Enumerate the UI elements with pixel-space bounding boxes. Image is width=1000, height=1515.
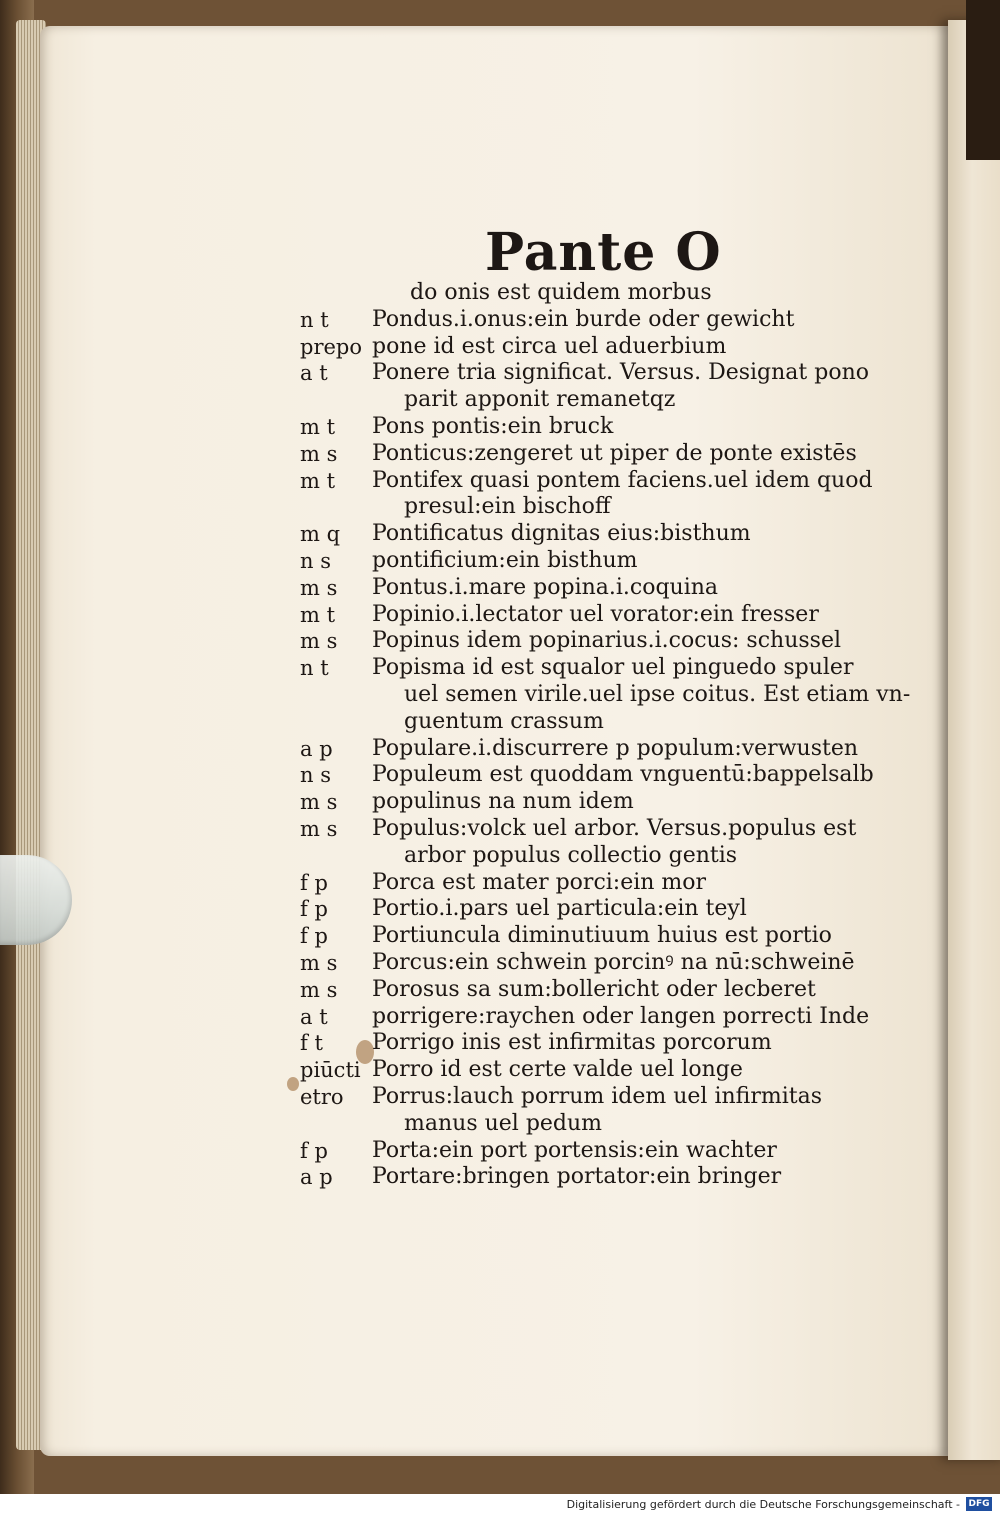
entry-text: guentum crassum (404, 708, 604, 734)
entry-text: Porca est mater porci:ein mor (372, 869, 707, 895)
entry-text: pone id est circa uel aduerbium (372, 333, 727, 359)
entry-text: uel semen virile.uel ipse coitus. Est etiam vn- (404, 681, 911, 707)
entry-text: parit apponit remanetqz (404, 387, 676, 413)
grammar-code: a t (300, 1004, 328, 1029)
dictionary-entry (300, 923, 900, 950)
dictionary-entry (300, 950, 900, 977)
entry-text: Ponere tria significat. Versus. Designat pono (372, 360, 869, 386)
dictionary-entry (300, 843, 900, 870)
entry-text: Popisma id est squalor uel pinguedo spuler (372, 655, 854, 681)
dictionary-entry (300, 494, 900, 521)
entry-text: do onis est quidem morbus (410, 280, 712, 305)
dictionary-entry (300, 1057, 900, 1084)
dictionary-entry (300, 387, 900, 414)
stain-spot (287, 1077, 299, 1091)
dictionary-entry (300, 736, 900, 763)
entry-text: Ponticus:zengeret ut piper de ponte existēs (372, 440, 857, 466)
dictionary-entry (300, 709, 900, 736)
entry-text: Pons pontis:ein bruck (372, 413, 614, 439)
grammar-code: f p (300, 897, 328, 922)
book-spine-shadow (966, 0, 1000, 160)
dictionary-entry (300, 307, 900, 334)
entry-text: Popinio.i.lectator uel vorator:ein fresser (372, 601, 819, 627)
dictionary-entry (300, 548, 900, 575)
entry-text: Pontus.i.mare popina.i.coquina (372, 574, 719, 600)
dictionary-entry (300, 628, 900, 655)
grammar-code: m s (300, 816, 338, 841)
grammar-code: piūcti (300, 1058, 361, 1083)
dfg-logo: DFG (966, 1497, 992, 1511)
grammar-code: n t (300, 307, 329, 332)
footer-credit: Digitalisierung gefördert durch die Deutsche Forschungsgemeinschaft - (566, 1498, 960, 1511)
entry-text: Porcus:ein schwein porcinꝰ na nū:schweinē (372, 949, 855, 975)
dictionary-entry (300, 602, 900, 629)
entry-text: populinus na num idem (372, 789, 634, 815)
entry-text: arbor populus collectio gentis (404, 842, 738, 868)
dictionary-entry (300, 521, 900, 548)
dictionary-entry (300, 816, 900, 843)
footer-bar (0, 1494, 1000, 1515)
grammar-code: n s (300, 548, 331, 573)
grammar-code: m s (300, 629, 338, 654)
entry-text: pontificium:ein bisthum (372, 547, 638, 573)
dictionary-entry (300, 1138, 900, 1165)
dictionary-entry (300, 1111, 900, 1138)
dictionary-entry (300, 762, 900, 789)
entry-text: manus uel pedum (404, 1110, 603, 1136)
grammar-code: prepo (300, 334, 362, 359)
facing-page-edge (948, 20, 1000, 1460)
entry-text: Pondus.i.onus:ein burde oder gewicht (372, 306, 795, 332)
entry-text: Popinus idem popinarius.i.cocus: schussel (372, 628, 841, 654)
grammar-code: a p (300, 736, 333, 761)
entry-text: Porosus sa sum:bollericht oder lecberet (372, 976, 816, 1002)
entry-text: presul:ein bischoff (404, 494, 611, 520)
dictionary-entry (300, 977, 900, 1004)
grammar-code: f p (300, 924, 328, 949)
dictionary-entry (300, 414, 900, 441)
grammar-code: f t (300, 1031, 323, 1056)
dictionary-entry (300, 575, 900, 602)
entry-text: Pontificatus dignitas eius:bisthum (372, 521, 751, 547)
dictionary-entry (300, 896, 900, 923)
entry-text: Portare:bringen portator:ein bringer (372, 1164, 782, 1190)
grammar-code: a p (300, 1165, 333, 1190)
grammar-code: m s (300, 441, 338, 466)
dictionary-entry (300, 1004, 900, 1031)
grammar-code: m s (300, 575, 338, 600)
grammar-code: etro (300, 1084, 344, 1109)
grammar-code: m t (300, 602, 336, 627)
grammar-code: n s (300, 763, 331, 788)
dictionary-entry (300, 280, 900, 307)
entry-text: Populeum est quoddam vnguentū:bappelsalb (372, 762, 874, 788)
dictionary-entry (300, 468, 900, 495)
dictionary-entry (300, 441, 900, 468)
grammar-code: m q (300, 522, 341, 547)
dictionary-entry (300, 681, 911, 709)
dictionary-entry (300, 1084, 900, 1111)
grammar-code: m t (300, 468, 336, 493)
entry-text: Porrigo inis est infirmitas porcorum (372, 1030, 772, 1056)
entry-text: Porta:ein port portensis:ein wachter (372, 1137, 777, 1163)
dictionary-entry (300, 1030, 900, 1057)
page-header: Pante O (485, 222, 722, 283)
grammar-code: a t (300, 361, 328, 386)
grammar-code: m s (300, 977, 338, 1002)
grammar-code: m s (300, 950, 338, 975)
dictionary-entries (300, 280, 911, 1191)
grammar-code: m s (300, 790, 338, 815)
grammar-code: f p (300, 1138, 328, 1163)
entry-text: Portio.i.pars uel particula:ein teyl (372, 896, 747, 922)
dictionary-entry (300, 789, 900, 816)
dictionary-entry (300, 360, 900, 387)
entry-text: Pontifex quasi pontem faciens.uel idem quod (372, 467, 873, 493)
entry-text: Portiuncula diminutiuum huius est portio (372, 923, 832, 949)
grammar-code: f p (300, 870, 328, 895)
entry-text: Porro id est certe valde uel longe (372, 1057, 743, 1083)
grammar-code: m t (300, 414, 336, 439)
dictionary-entry (300, 334, 900, 361)
dictionary-entry (300, 655, 900, 682)
entry-text: porrigere:raychen oder langen porrecti Inde (372, 1003, 870, 1029)
dictionary-entry (300, 870, 900, 897)
grammar-code: n t (300, 656, 329, 681)
dictionary-entry (300, 1164, 900, 1191)
entry-text: Populare.i.discurrere p populum:verwusten (372, 735, 859, 761)
entry-text: Populus:volck uel arbor. Versus.populus est (372, 815, 857, 841)
entry-text: Porrus:lauch porrum idem uel infirmitas (372, 1083, 823, 1109)
